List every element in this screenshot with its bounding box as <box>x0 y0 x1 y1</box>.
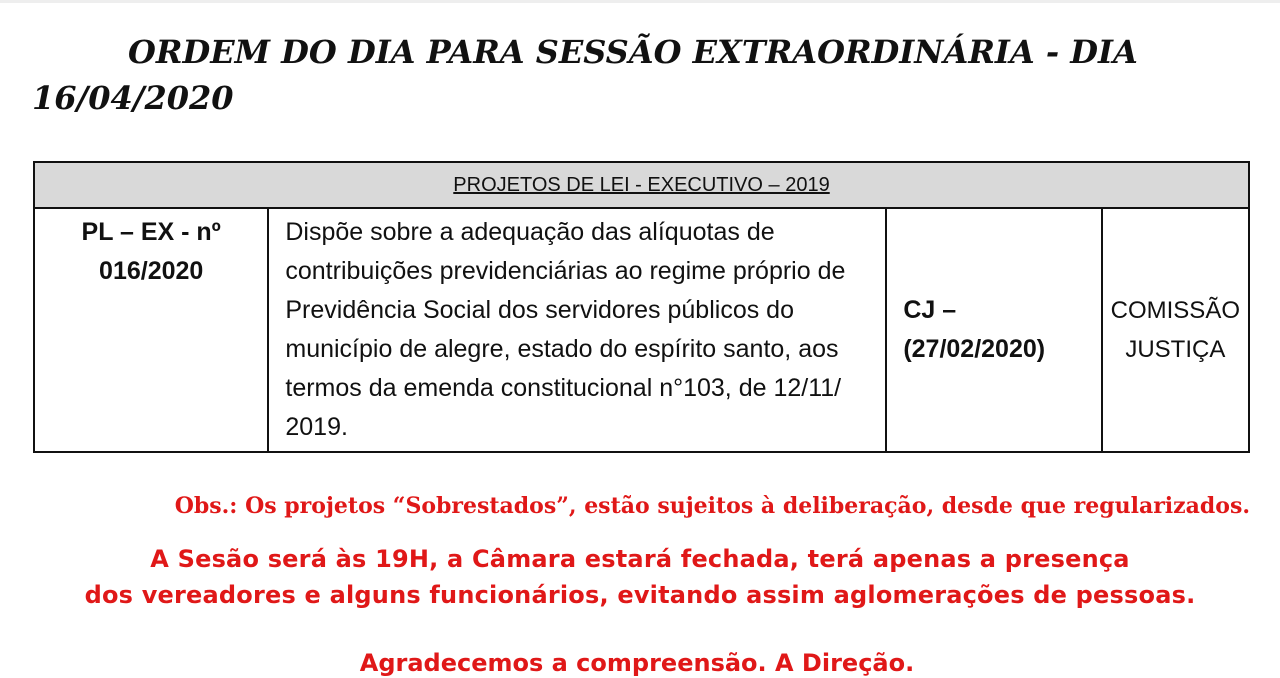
project-description-cell <box>268 208 886 452</box>
thanks-note: Agradecemos a compreensão. A Direção. <box>359 649 915 677</box>
obs-note: Obs.: Os projetos “Sobrestados”, estão sujeitos à deliberação, desde que regularizados. <box>174 493 1250 519</box>
session-notice <box>60 541 1220 613</box>
session-notice-line2: dos vereadores e alguns funcionários, evitando assim aglomerações de pessoas. <box>84 581 1196 609</box>
cj-date: (27/02/2020) <box>903 335 1046 363</box>
cj-label: CJ – <box>903 296 957 324</box>
project-description: Dispõe sobre a adequação das alíquotas de contribuições previdenciárias ao regime próprio de Previdência Social dos servidores públicos do município de alegre, estado do espírito santo, aos termos da emenda constitucional n°103, de 12/11/ 2019. <box>285 218 846 441</box>
cj-date-cell <box>886 208 1101 452</box>
table-row <box>34 208 1249 452</box>
session-notice-line1: A Sesão será às 19H, a Câmara estará fechada, terá apenas a presença <box>150 545 1130 573</box>
commission-name: JUSTIÇA <box>1125 336 1226 363</box>
project-id-number: 016/2020 <box>99 257 204 285</box>
table-section-header-row <box>34 162 1249 208</box>
section-header: PROJETOS DE LEI - EXECUTIVO – 2019 <box>34 162 1249 208</box>
project-id-label: PL – EX - nº <box>81 218 221 246</box>
commission-label: COMISSÃO <box>1110 297 1240 324</box>
page-title: ORDEM DO DIA PARA SESSÃO EXTRAORDINÁRIA - DIA 16/04/2020 <box>32 33 1138 117</box>
commission-cell <box>1102 208 1249 452</box>
project-id-cell <box>34 208 268 452</box>
agenda-table <box>33 161 1250 453</box>
